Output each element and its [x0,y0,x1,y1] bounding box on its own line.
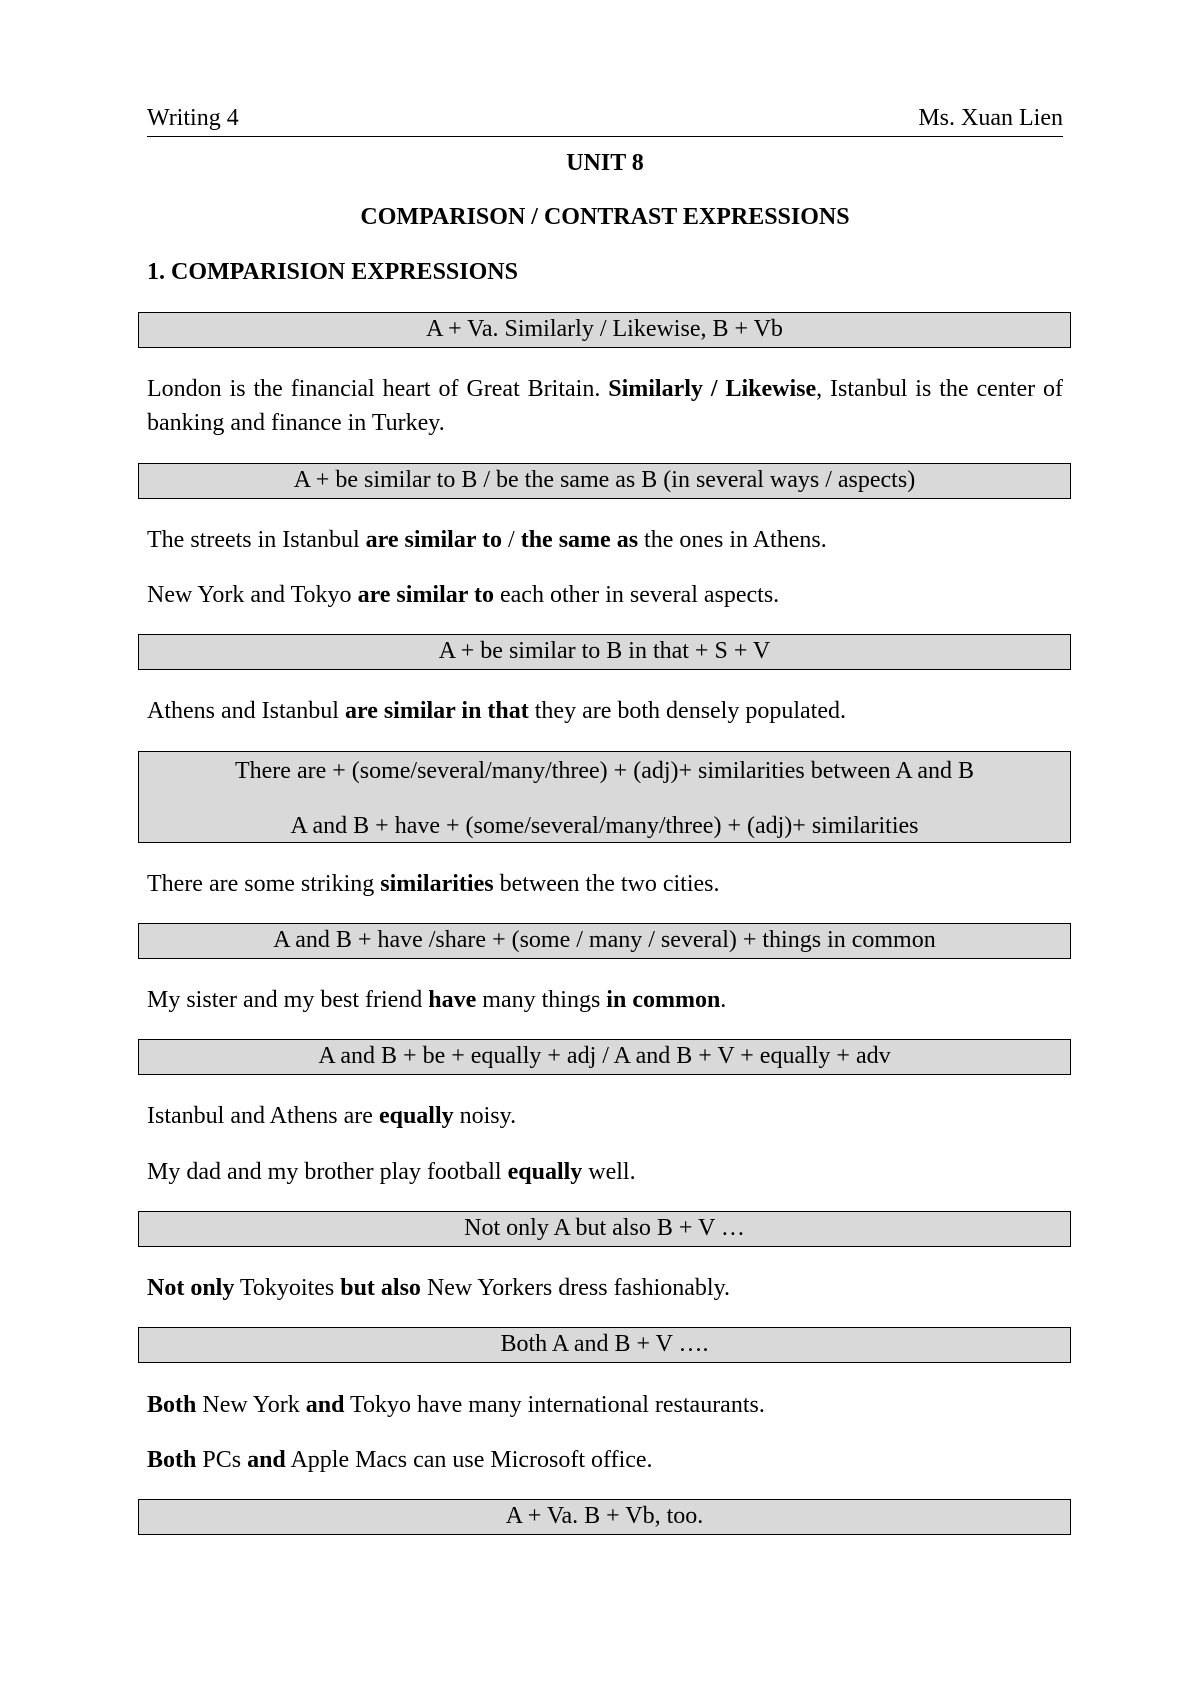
example-sister: My sister and my best friend have many things in common. [147,987,727,1013]
pattern-box-in-common: A and B + have /share + (some / many / several) + things in common [138,923,1071,959]
pattern-box-be-similar: A + be similar to B / be the same as B (in several ways / aspects) [138,463,1071,499]
example-streets: The streets in Istanbul are similar to / the same as the ones in Athens. [147,527,827,553]
pattern-box-similar-in-that: A + be similar to B in that + S + V [138,634,1071,670]
header-teacher: Ms. Xuan Lien [918,105,1063,131]
example-football: My dad and my brother play football equally well. [147,1159,636,1185]
example-noisy: Istanbul and Athens are equally noisy. [147,1103,517,1129]
pattern-box-equally: A and B + be + equally + adj / A and B + V + equally + adv [138,1039,1071,1075]
example-striking: There are some striking similarities between the two cities. [147,871,720,897]
unit-title: UNIT 8 [566,150,644,176]
pattern-box-too: A + Va. B + Vb, too. [138,1499,1071,1535]
pattern-similarities-line-2: A and B + have + (some/several/many/three) + (adj)+ similarities [290,813,919,839]
main-title: COMPARISON / CONTRAST EXPRESSIONS [360,204,850,230]
page-header [147,100,1063,137]
section-heading-comparison: 1. COMPARISION EXPRESSIONS [147,259,518,285]
pattern-box-not-only: Not only A but also B + V … [138,1211,1071,1247]
example-newyork-tokyo: New York and Tokyo are similar to each other in several aspects. [147,582,780,608]
pattern-box-similarly: A + Va. Similarly / Likewise, B + Vb [138,312,1071,348]
pattern-similarities-line-1: There are + (some/several/many/three) + (adj)+ similarities between A and B [234,758,974,784]
pattern-box-both: Both A and B + V …. [138,1327,1071,1363]
example-pcs: Both PCs and Apple Macs can use Microsoft office. [147,1447,653,1473]
example-tokyoites: Not only Tokyoites but also New Yorkers dress fashionably. [147,1275,731,1301]
header-course: Writing 4 [147,105,239,131]
example-london: London is the financial heart of Great Britain. Similarly / Likewise, Istanbul is the center of banking and finance in Turkey. [147,376,1064,436]
example-restaurants: Both New York and Tokyo have many international restaurants. [147,1392,765,1418]
example-athens-istanbul: Athens and Istanbul are similar in that they are both densely populated. [147,698,846,724]
pattern-box-similarities [138,751,1071,843]
